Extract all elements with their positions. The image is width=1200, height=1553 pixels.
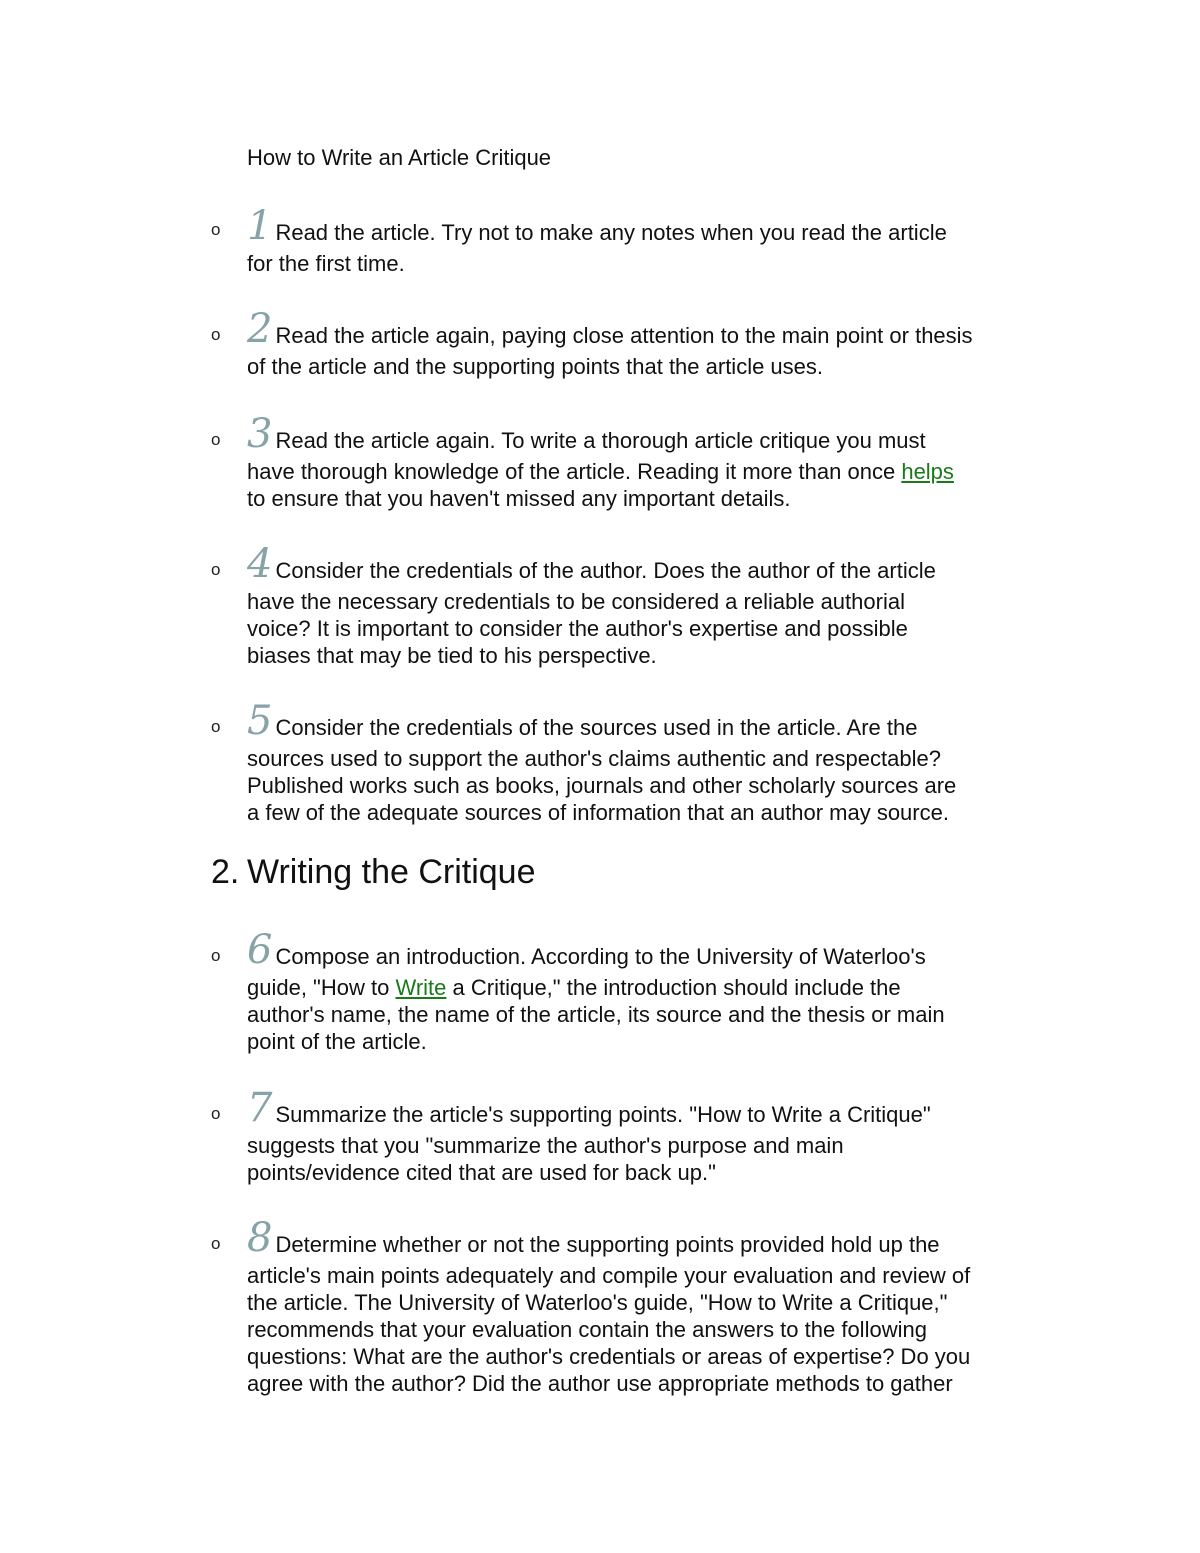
bullet-icon: o <box>211 430 221 449</box>
step-text: 5 Consider the credentials of the sources used in the article. Are the sources used to support the author's claims authentic and respectable? Published works such as books, journals and other scholarly sources are a few of the adequate sources of information that an author may source. <box>247 698 957 825</box>
step-number: 8 <box>247 1215 273 1261</box>
step-number: 7 <box>247 1085 273 1131</box>
write-link[interactable]: Write <box>395 975 447 1000</box>
step-number: 4 <box>247 541 273 587</box>
step-text: 4 Consider the credentials of the author. Does the author of the article have the necessary credentials to be considered a reliable authorial voice? It is important to consider the author's expertise and possible biases that may be tied to his perspective. <box>247 541 936 668</box>
step-number: 5 <box>247 698 273 744</box>
step-text: 1 Read the article. Try not to make any notes when you read the article for the first time. <box>247 203 947 276</box>
step-text: 8 Determine whether or not the supporting points provided hold up the article's main points adequately and compile your evaluation and review of the article. The University of Waterloo's guide, "How to Write a Critique," recommends that your evaluation contain the answers to the following questions: What are the author's credentials or areas of expertise? Do you agree with the author? Did the author use appropriate methods to gather <box>247 1215 971 1396</box>
step-number: 6 <box>247 927 273 973</box>
bullet-icon: o <box>211 560 221 579</box>
section-number: 2. <box>211 853 240 891</box>
step-number: 2 <box>247 306 273 352</box>
section-title: Writing the Critique <box>247 853 536 891</box>
step-text: 6 Compose an introduction. According to the University of Waterloo's guide, "How to Write a Critique," the introduction should include the author's name, the name of the article, its source and the thesis or main point of the article. <box>247 927 945 1054</box>
helps-link[interactable]: helps <box>901 459 954 484</box>
bullet-icon: o <box>211 1234 221 1253</box>
step-number: 1 <box>247 203 273 249</box>
document-title: How to Write an Article Critique <box>247 145 552 170</box>
bullet-icon: o <box>211 946 221 965</box>
bullet-icon: o <box>211 325 221 344</box>
bullet-icon: o <box>211 717 221 736</box>
step-text: 3 Read the article again. To write a thorough article critique you must have thorough knowledge of the article. Reading it more than once helps to ensure that you haven't missed any important details. <box>247 411 954 511</box>
step-text: 7 Summarize the article's supporting points. "How to Write a Critique" suggests that you "summarize the author's purpose and main points/evidence cited that are used for back up." <box>247 1085 931 1185</box>
bullet-icon: o <box>211 220 221 239</box>
bullet-icon: o <box>211 1104 221 1123</box>
step-number: 3 <box>247 411 273 457</box>
section-heading <box>211 850 536 894</box>
step-text: 2 Read the article again, paying close attention to the main point or thesis of the article and the supporting points that the article uses. <box>247 306 973 379</box>
